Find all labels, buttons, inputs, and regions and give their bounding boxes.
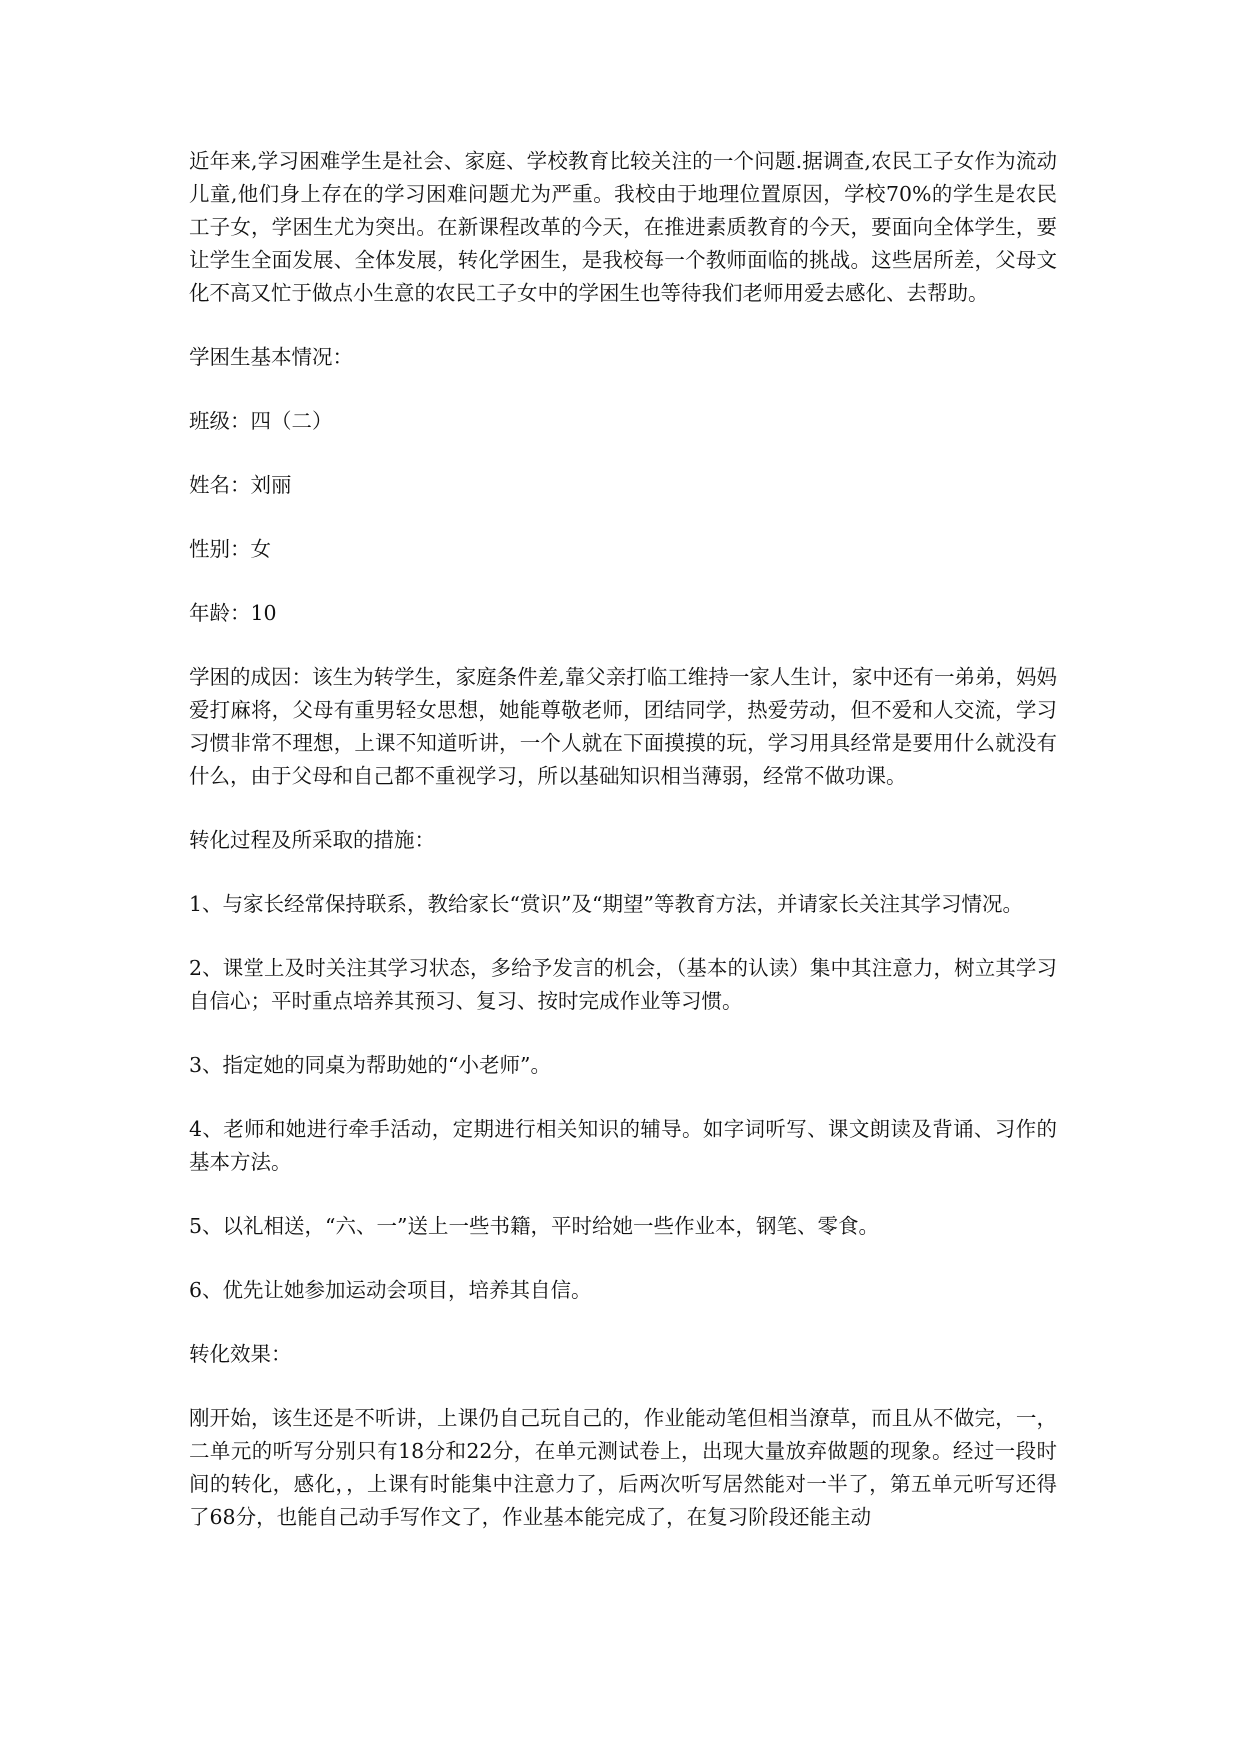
causes-paragraph: 学困的成因：该生为转学生，家庭条件差,靠父亲打临工维持一家人生计，家中还有一弟弟，妈妈爱打麻将，父母有重男轻女思想，她能尊敬老师，团结同学，热爱劳动，但不爱和人交流，学习习惯非常不理想，上课不知道听讲，一个人就在下面摸摸的玩，学习用具经常是要用什么就没有什么，由于父母和自己都不重视学习，所以基础知识相当薄弱，经常不做功课。: [189, 665, 1057, 788]
info-age: 年龄：10: [189, 601, 277, 625]
section-heading-results: 转化效果：: [189, 1342, 292, 1366]
measure-item-4: 4、老师和她进行牵手活动，定期进行相关知识的辅导。如字词听写、课文朗读及背诵、习作的基本方法。: [189, 1117, 1057, 1174]
info-gender: 性别：女: [189, 537, 271, 561]
intro-paragraph: 近年来,学习困难学生是社会、家庭、学校教育比较关注的一个问题.据调查,农民工子女作为流动儿童,他们身上存在的学习困难问题尤为严重。我校由于地理位置原因，学校70%的学生是农民工子女，学困生尤为突出。在新课程改革的今天，在推进素质教育的今天，要面向全体学生，要让学生全面发展、全体发展，转化学困生，是我校每一个教师面临的挑战。这些居所差，父母文化不高又忙于做点小生意的农民工子女中的学困生也等待我们老师用爱去感化、去帮助。: [189, 149, 1057, 305]
section-heading-measures: 转化过程及所采取的措施：: [189, 828, 435, 852]
info-name: 姓名：刘丽: [189, 473, 292, 497]
info-class: 班级：四（二）: [189, 409, 333, 433]
document-body: [189, 145, 1057, 1534]
results-paragraph: 刚开始，该生还是不听讲，上课仍自己玩自己的，作业能动笔但相当潦草，而且从不做完，一，二单元的听写分别只有18分和22分，在单元测试卷上，出现大量放弃做题的现象。经过一段时间的转化，感化，，上课有时能集中注意力了，后两次听写居然能对一半了，第五单元听写还得了68分，也能自己动手写作文了，作业基本能完成了，在复习阶段还能主动: [189, 1406, 1057, 1529]
measure-item-6: 6、优先让她参加运动会项目，培养其自信。: [189, 1278, 592, 1302]
measure-item-5: 5、以礼相送，“六、一”送上一些书籍，平时给她一些作业本，钢笔、零食。: [189, 1214, 880, 1238]
measure-item-2: 2、课堂上及时关注其学习状态，多给予发言的机会，（基本的认读）集中其注意力，树立其学习自信心；平时重点培养其预习、复习、按时完成作业等习惯。: [189, 956, 1057, 1013]
section-heading-basic-info: 学困生基本情况：: [189, 345, 353, 369]
measure-item-1: 1、与家长经常保持联系，教给家长“赏识”及“期望”等教育方法，并请家长关注其学习情况。: [189, 892, 1023, 916]
measure-item-3: 3、指定她的同桌为帮助她的“小老师”。: [189, 1053, 552, 1077]
